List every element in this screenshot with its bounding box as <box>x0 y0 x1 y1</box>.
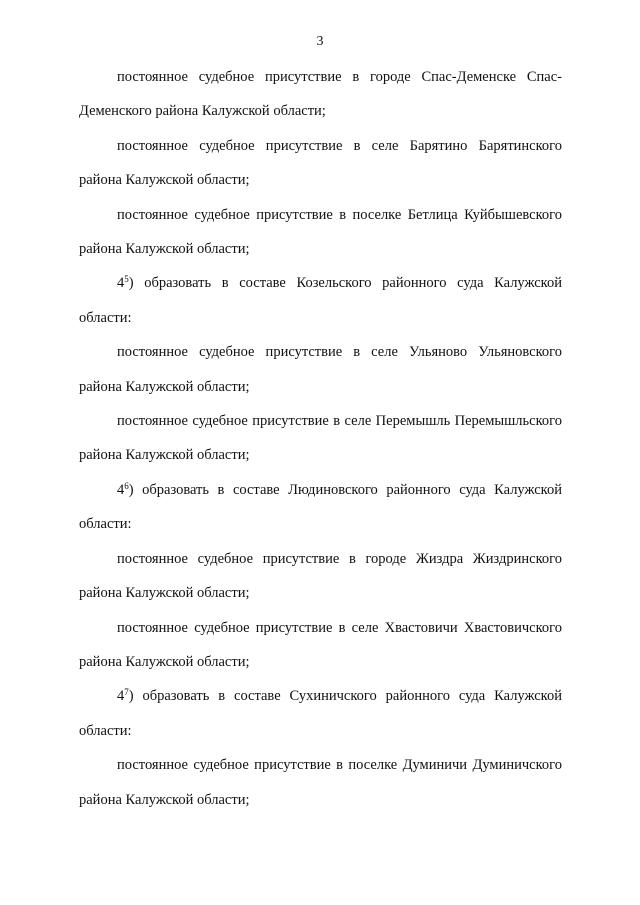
item-superscript: 5 <box>124 274 129 285</box>
paragraph-item-4-7-sukhinichi <box>79 679 562 748</box>
paragraph-presence-betlitsa: постоянное судебное присутствие в поселке Бетлица Куйбышевского района Калужской области; <box>79 206 562 258</box>
paragraph-presence-peremyshl: постоянное судебное присутствие в селе Перемышль Перемышльского района Калужской области; <box>79 413 562 464</box>
paragraph-presence-zhizdra: постоянное судебное присутствие в городе Жиздра Жиздринского района Калужской области; <box>79 550 562 602</box>
item-superscript: 7 <box>124 687 129 698</box>
paragraph-presence-khvastovichi: постоянное судебное присутствие в селе Хвастовичи Хвастовичского района Калужской области; <box>79 619 562 670</box>
item-number: 4 <box>117 275 125 292</box>
item-number: 4 <box>117 688 125 705</box>
item-superscript: 6 <box>124 480 129 491</box>
paragraph-presence-spas-demensk: постоянное судебное присутствие в городе Спас-Деменске Спас-Деменского района Калужской области; <box>79 69 562 120</box>
document-body <box>79 60 562 817</box>
paragraph-presence-baryatino: постоянное судебное присутствие в селе Барятино Барятинского района Калужской области; <box>79 137 562 189</box>
page-number: 3 <box>316 34 324 49</box>
paragraph-item-4-6-lyudinovo <box>79 473 562 542</box>
paragraph-presence-ulyanovo: постоянное судебное присутствие в селе Ульяново Ульяновского района Калужской области; <box>79 344 562 395</box>
item-text: ) образовать в составе Козельского районного суда Калужской области: <box>79 275 562 326</box>
paragraph-item-4-5-kozelsk <box>79 266 562 335</box>
item-text: ) образовать в составе Сухиничского районного суда Калужской области: <box>79 688 562 739</box>
item-text: ) образовать в составе Людиновского районного суда Калужской области: <box>79 481 562 533</box>
paragraph-presence-duminichi: постоянное судебное присутствие в поселке Думиничи Думиничского района Калужской области; <box>79 757 562 808</box>
item-number: 4 <box>117 481 125 498</box>
